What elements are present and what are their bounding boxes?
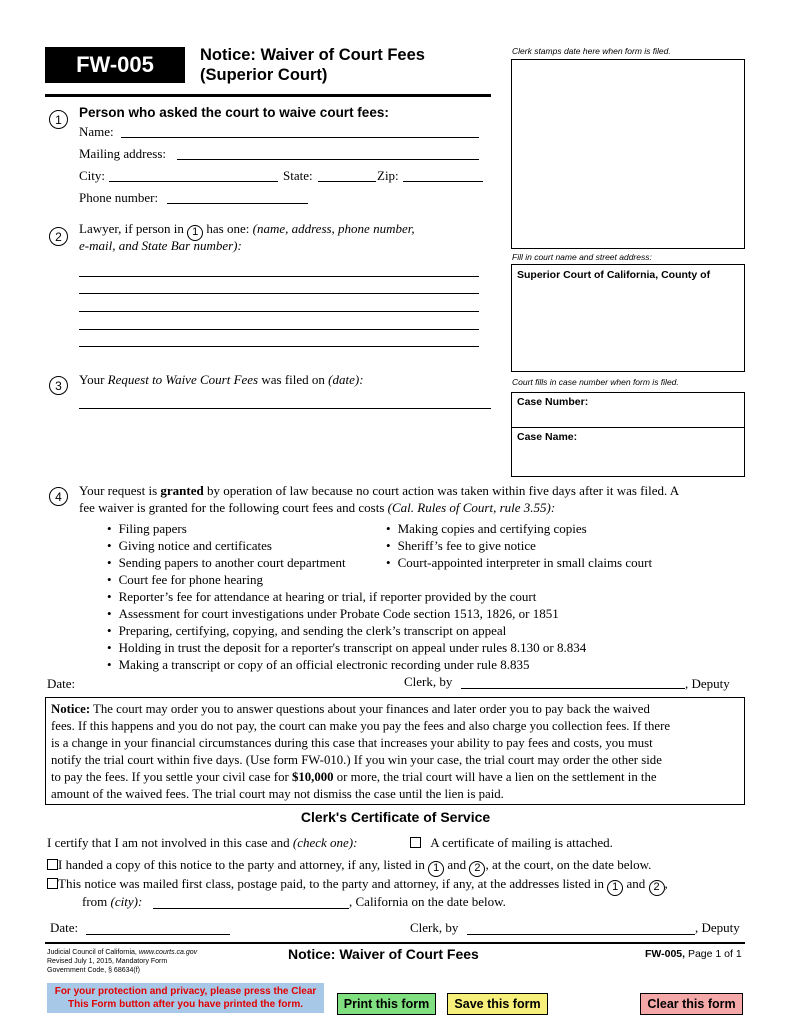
city-label: City: [79,168,106,183]
council-text: Judicial Council of California, [47,949,139,956]
certify-before: I certify that I am not involved in this case and [47,835,290,850]
mailed-comma: , [664,876,668,891]
handed-ref-2: 2 [469,861,485,877]
footer-form-id: FW-005, [645,948,686,960]
name-label: Name: [79,124,114,139]
phone-label: Phone number: [79,190,159,205]
mailed-and: and [626,876,646,891]
notice-box [45,697,745,805]
from-label: from [82,894,108,909]
notice-line [51,701,739,718]
court-name-label: Superior Court of California, County of [517,269,711,281]
lawyer-line-4[interactable] [79,329,479,330]
certificate-clerk-label: Clerk, by [410,920,459,935]
notice-text: or more, the trial court will have a lien on the settlement in the [333,770,657,784]
footer-form-page [645,948,742,960]
case-box [511,392,745,477]
notice-line: is a change in your financial circumstances during this case that increases your ability to pay fees and costs, you must [51,736,653,750]
handed-ref-1: 1 [428,861,444,877]
lawyer-line-5[interactable] [79,346,479,347]
mailed-city-field[interactable] [153,908,349,909]
mailing-attached-label: A certificate of mailing is attached. [430,835,613,850]
save-form-button[interactable]: Save this form [447,993,548,1015]
section-2-number: 2 [49,227,68,246]
bullet-item: • Filing papers [107,520,346,537]
notice-line [51,769,739,786]
privacy-note [47,983,324,1013]
certificate-heading: Clerk's Certificate of Service [300,809,491,825]
certificate-date-label: Date: [50,920,79,935]
council-line-1 [47,948,197,957]
mailing-address-field[interactable] [177,159,479,160]
notice-bold-label: Notice: [51,702,91,716]
lawyer-line-2[interactable] [79,293,479,294]
handed-option [47,857,651,877]
clear-form-button[interactable]: Clear this form [640,993,743,1015]
form-id-badge: FW-005 [45,47,185,83]
mailed-option [47,876,668,896]
city-field[interactable] [109,181,278,182]
mailing-attached-checkbox[interactable] [410,837,421,848]
bullet-item: • Making copies and certifying copies [386,520,652,537]
section-2-text-after: has one: [206,221,250,236]
section-4-line2-before: fee waiver is granted for the following court fees and costs [79,500,385,515]
notice-line: amount of the waived fees. The trial court may not dismiss the case until the lien is paid. [51,787,504,801]
section-4-date-label: Date: [47,676,76,691]
print-form-button[interactable]: Print this form [337,993,436,1015]
section-3-number: 3 [49,376,68,395]
bullet-item: • Preparing, certifying, copying, and sending the clerk’s transcript on appeal [107,622,586,639]
section-2-italic-line2: e-mail, and State Bar number): [79,238,242,253]
certificate-date-field[interactable] [86,934,230,935]
section-4-number: 4 [49,487,68,506]
mailed-text-before: This notice was mailed first class, postage paid, to the party and attorney, if any, at the addresses listed in [58,876,604,891]
mailed-ref-1: 1 [607,880,623,896]
header-rule [45,94,491,97]
section-4-deputy-label: , Deputy [685,676,730,691]
mailing-address-label: Mailing address: [79,146,167,161]
bullets-right [386,520,652,571]
footer-title: Notice: Waiver of Court Fees [288,946,479,962]
phone-field[interactable] [167,203,308,204]
mailing-option [410,835,613,851]
mailed-ref-2: 2 [649,880,665,896]
bullets-left [107,520,346,588]
bullet-item: • Giving notice and certificates [107,537,346,554]
privacy-line-1: For your protection and privacy, please press the Clear [54,986,317,997]
section-1-heading: Person who asked the court to waive court fees: [79,105,389,120]
bullet-item: • Reporter’s fee for attendance at hearing or trial, if reporter provided by the court [107,588,586,605]
council-info [47,948,197,975]
section-3-text [79,372,364,388]
case-name-label: Case Name: [517,431,578,443]
certificate-clerk-field[interactable] [467,934,695,935]
case-number-label: Case Number: [517,396,589,408]
handed-checkbox[interactable] [47,859,58,870]
section-3-text-after: was filed on [261,372,325,387]
case-name-field[interactable] [512,428,744,446]
california-text: , California on the date below. [349,894,506,909]
form-title-line1: Notice: Waiver of Court Fees [200,46,425,64]
footer-rule [45,942,745,944]
council-line-2: Revised July 1, 2015, Mandatory Form [47,958,168,965]
clerk-stamp-box [511,59,745,249]
from-city-text [82,894,142,910]
section-4-line1 [79,483,679,499]
mailed-checkbox[interactable] [47,878,58,889]
section-3-italic-title: Request to Waive Court Fees [107,372,259,387]
section-2-italic-line1: (name, address, phone number, [252,221,415,236]
notice-text: The court may order you to answer questions about your finances and later order you to pay back the waived [90,702,650,716]
zip-field[interactable] [403,181,483,182]
section-2-ref-circle: 1 [187,225,203,241]
council-url: www.courts.ca.gov [138,949,198,956]
bullet-item: • Making a transcript or copy of an official electronic recording under rule 8.835 [107,656,586,673]
privacy-line-2: This Form button after you have printed the form. [67,999,303,1010]
bullet-item: • Holding in trust the deposit for a reporter's transcript on appeal under rules 8.130 or 8.834 [107,639,586,656]
certify-text [47,835,357,851]
council-line-3: Government Code, § 68634(f) [47,967,140,974]
form-title [200,45,490,85]
bullet-item: • Sheriff’s fee to give notice [386,537,652,554]
section-4-line1-after: by operation of law because no court action was taken within five days after it was filed. A [206,483,680,498]
handed-text-before: I handed a copy of this notice to the party and attorney, if any, listed in [58,857,425,872]
court-name-box[interactable] [511,264,745,372]
section-4-line2-italic: (Cal. Rules of Court, rule 3.55): [387,500,556,515]
handed-text-after: , at the court, on the date below. [485,857,652,872]
case-number-field[interactable] [512,393,744,428]
state-field[interactable] [318,181,376,182]
court-caption: Fill in court name and street address: [512,252,652,262]
bullet-item: • Assessment for court investigations under Probate Code section 1513, 1826, or 1851 [107,605,586,622]
section-4-granted: granted [160,483,204,498]
certificate-deputy-label: , Deputy [695,920,740,935]
form-title-line2: (Superior Court) [200,66,328,84]
section-4-line2 [79,500,555,516]
footer-page: Page 1 of 1 [685,948,742,960]
lawyer-line-1[interactable] [79,276,479,277]
clerk-stamp-caption: Clerk stamps date here when form is filed. [512,46,671,56]
section-2-text-before: Lawyer, if person in [79,221,184,236]
handed-and: and [447,857,467,872]
bullet-item: • Court-appointed interpreter in small claims court [386,554,652,571]
section-3-italic-date: (date): [328,372,364,387]
bullets-full [107,588,586,673]
notice-text: to pay the fees. If you settle your civil case for [51,770,292,784]
section-3-text-before: Your [79,372,105,387]
notice-amount: $10,000 [291,770,334,784]
from-city-italic: (city): [110,894,143,909]
state-label: State: [283,168,313,183]
filed-date-field[interactable] [79,408,491,409]
zip-label: Zip: [377,168,399,183]
notice-line: notify the trial court within five days. (Use form FW-010.) If you win your case, the trial court may order the other side [51,753,662,767]
lawyer-line-3[interactable] [79,311,479,312]
name-field[interactable] [121,137,479,138]
bullet-item: • Court fee for phone hearing [107,571,346,588]
section-4-clerk-label: Clerk, by [404,674,453,689]
certify-italic: (check one): [292,835,358,850]
section-4-clerk-field[interactable] [461,688,685,689]
notice-line: fees. If this happens and you do not pay, the court can make you pay the fees and also charge you collection fees. If there [51,719,671,733]
section-1-number: 1 [49,110,68,129]
section-4-line1-before: Your request is [79,483,158,498]
bullet-item: • Sending papers to another court department [107,554,346,571]
case-caption: Court fills in case number when form is filed. [512,377,679,387]
